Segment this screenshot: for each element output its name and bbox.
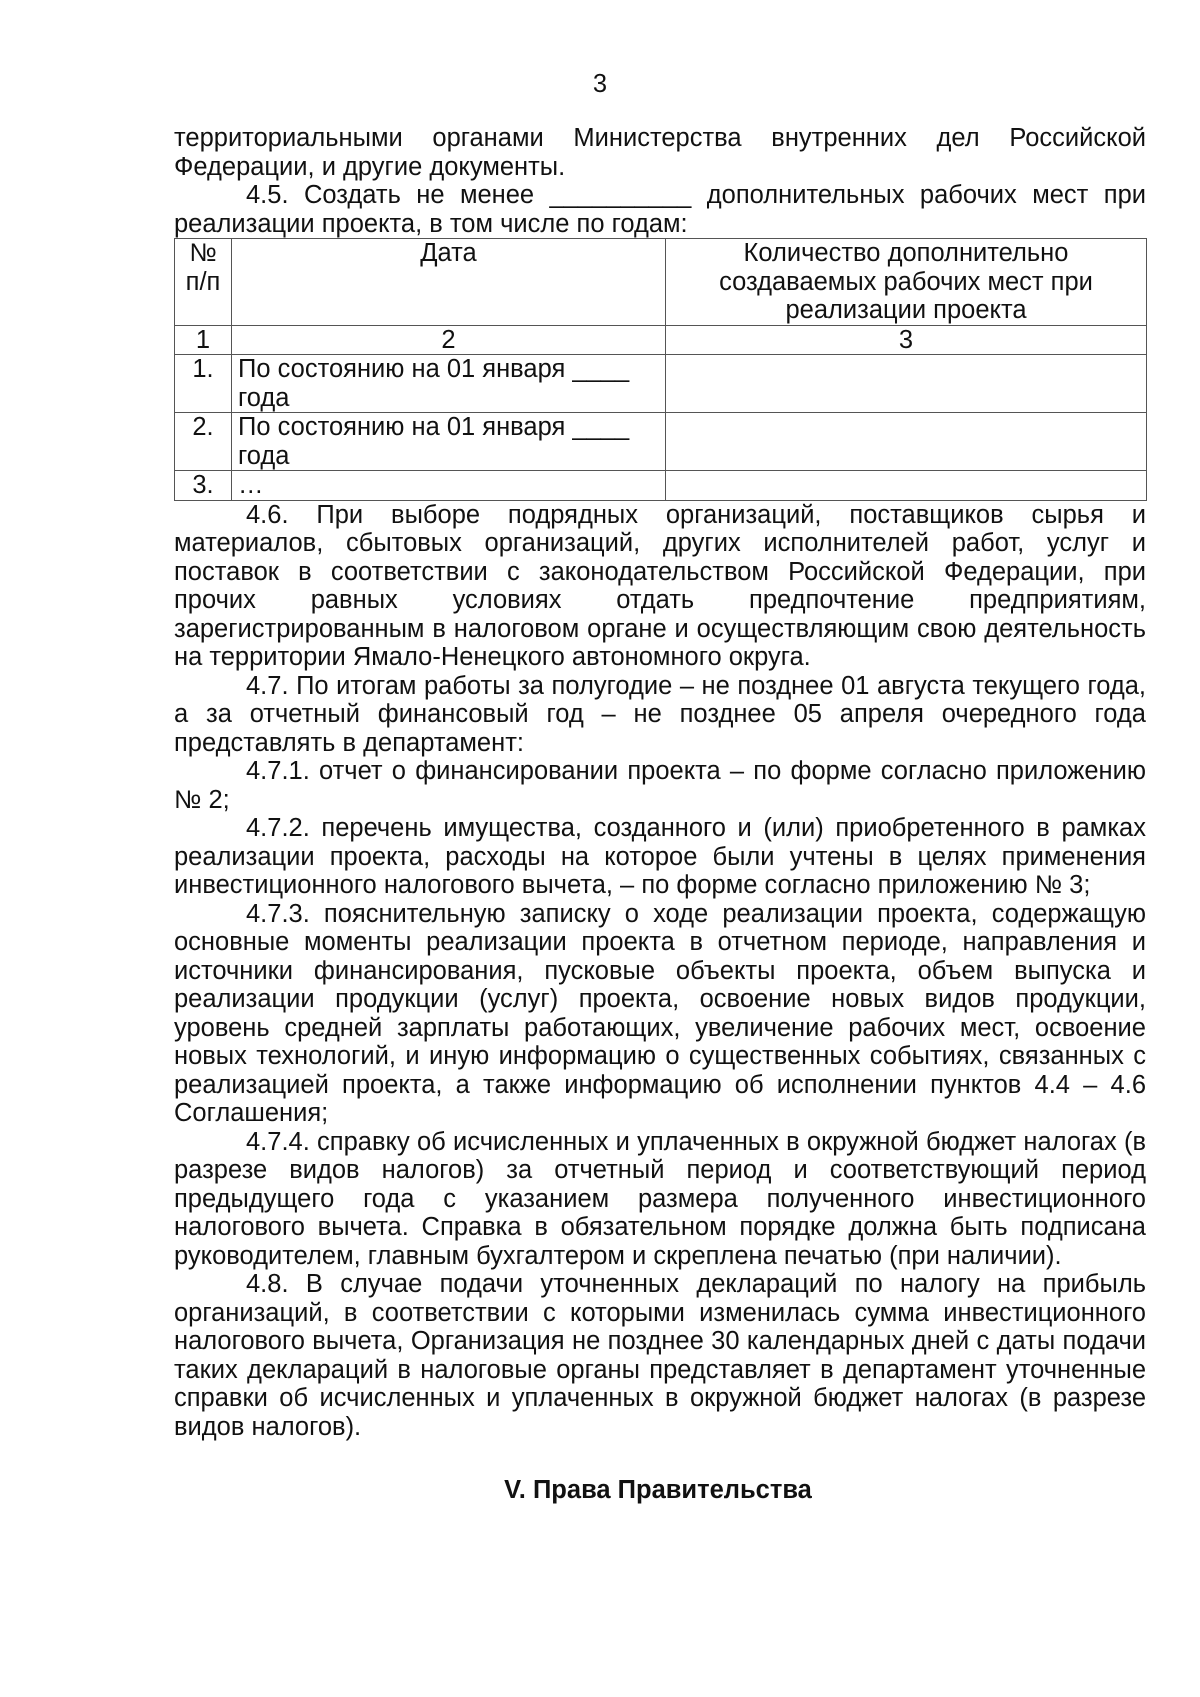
row-count	[666, 355, 1147, 413]
row-number: 3.	[175, 471, 232, 501]
row-date: По состоянию на 01 января ____ года	[232, 355, 666, 413]
clause-4-5: 4.5. Создать не менее __________ дополнительных рабочих мест при реализации проекта, в том числе по годам:	[174, 181, 1146, 238]
row-date: По состоянию на 01 января ____ года	[232, 413, 666, 471]
table-header-row	[175, 239, 1147, 326]
page-number: 3	[592, 70, 608, 98]
row-number: 2.	[175, 413, 232, 471]
index-cell: 2	[232, 325, 666, 355]
table-index-row	[175, 325, 1147, 355]
row-date: …	[232, 471, 666, 501]
clause-4-7-3: 4.7.3. пояснительную записку о ходе реализации проекта, содержащую основные моменты реализации проекта в отчетном периоде, направления и источники финансирования, пусковые объекты проекта, объем выпуска и реализации продукции (услуг) проекта, освоение новых видов продукции, уровень средней зарплаты работающих, увеличение рабочих мест, освоение новых технологий, и иную информацию о существенных событиях, связанных с реализацией проекта, а также информацию об исполнении пунктов 4.4 – 4.6 Соглашения;	[174, 899, 1146, 1127]
header-count: Количество дополнительно создаваемых рабочих мест при реализации проекта	[666, 239, 1147, 326]
section-title: V. Права Правительства	[504, 1476, 812, 1504]
row-count	[666, 413, 1147, 471]
clause-4-7-1: 4.7.1. отчет о финансировании проекта – по форме согласно приложению № 2;	[174, 757, 1146, 814]
clause-4-7-4: 4.7.4. справку об исчисленных и уплаченных в окружной бюджет налогах (в разрезе видов налогов) за отчетный период и соответствующий период предыдущего года с указанием размера полученного инвестиционного налогового вычета. Справка в обязательном порядке должна быть подписана руководителем, главным бухгалтером и скреплена печатью (при наличии).	[174, 1127, 1146, 1270]
table-row	[175, 471, 1147, 501]
clause-4-6: 4.6. При выборе подрядных организаций, поставщиков сырья и материалов, сбытовых организаций, других исполнителей работ, услуг и поставок в соответствии с законодательством Российской Федерации, при прочих равных условиях отдать предпочтение предприятиям, зарегистрированным в налоговом органе и осуществляющим свою деятельность на территории Ямало-Ненецкого автономного округа.	[174, 500, 1146, 671]
intro-paragraph: территориальными органами Министерства внутренних дел Российской Федерации, и другие документы.	[174, 124, 1146, 181]
header-date: Дата	[232, 239, 666, 326]
header-number: № п/п	[175, 239, 232, 326]
table-row	[175, 413, 1147, 471]
jobs-table	[174, 238, 1147, 501]
index-cell: 3	[666, 325, 1147, 355]
clause-4-7-2: 4.7.2. перечень имущества, созданного и (или) приобретенного в рамках реализации проекта, расходы на которое были учтены в целях применения инвестиционного налогового вычета, – по форме согласно приложению № 3;	[174, 814, 1146, 899]
index-cell: 1	[175, 325, 232, 355]
row-count	[666, 471, 1147, 501]
document-body	[174, 124, 1146, 1441]
clause-4-7: 4.7. По итогам работы за полугодие – не позднее 01 августа текущего года, а за отчетный финансовый год – не позднее 05 апреля очередного года представлять в департамент:	[174, 671, 1146, 757]
row-number: 1.	[175, 355, 232, 413]
table-row	[175, 355, 1147, 413]
clause-4-8: 4.8. В случае подачи уточненных деклараций по налогу на прибыль организаций, в соответствии с которыми изменилась сумма инвестиционного налогового вычета, Организация не позднее 30 календарных дней с даты подачи таких деклараций в налоговые органы представляет в департамент уточненные справки об исчисленных и уплаченных в окружной бюджет налогах (в разрезе видов налогов).	[174, 1270, 1146, 1441]
